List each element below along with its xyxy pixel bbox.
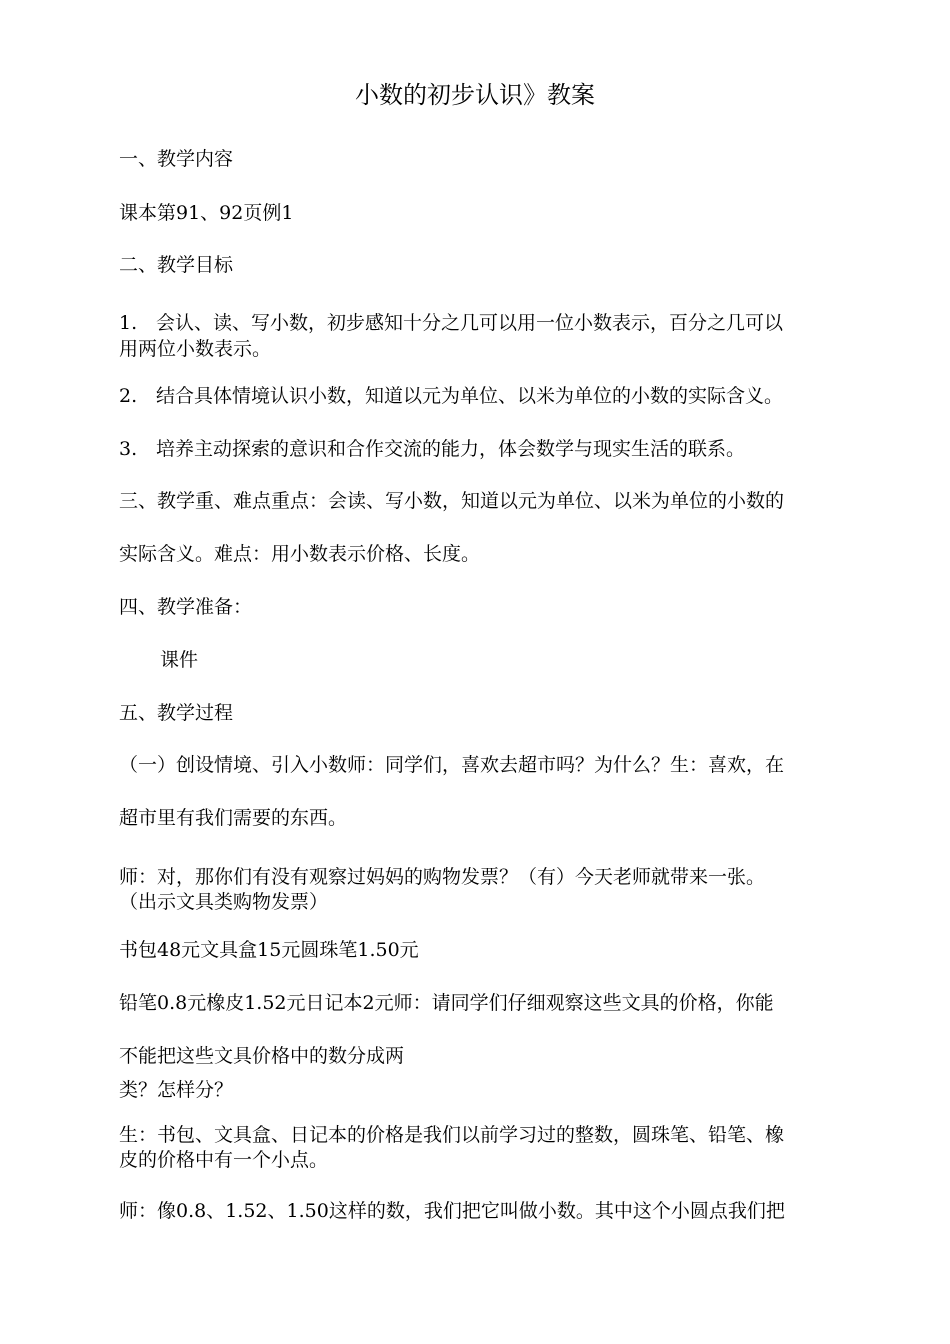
paragraph-prices-2-end: 类？怎样分？	[119, 1079, 234, 1101]
paragraph-receipt-continued: （出示文具类购物发票）	[119, 891, 329, 913]
goal-text: 结合具体情境认识小数，知道以元为单位、以米为单位的小数的实际含义。	[156, 385, 784, 407]
goal-item-2	[119, 383, 839, 409]
paragraph-student-answer-continued: 皮的价格中有一个小点。	[119, 1149, 329, 1171]
paragraph-student-answer: 生：书包、文具盒、日记本的价格是我们以前学习过的整数，圆珠笔、铅笔、橡	[119, 1124, 785, 1146]
paragraph-intro: （一）创设情境、引入小数师：同学们，喜欢去超市吗？为什么？生：喜欢，在	[119, 754, 785, 776]
section-key-points-continued: 实际含义。难点：用小数表示价格、长度。	[119, 543, 481, 565]
paragraph-intro-continued: 超市里有我们需要的东西。	[119, 807, 348, 829]
section-key-points: 三、教学重、难点重点：会读、写小数，知道以元为单位、以米为单位的小数的	[119, 490, 785, 512]
paragraph-receipt: 师：对，那你们有没有观察过妈妈的购物发票？（有）今天老师就带来一张。	[119, 866, 766, 888]
section-heading-process: 五、教学过程	[119, 702, 234, 724]
goal-text: 会认、读、写小数，初步感知十分之几可以用一位小数表示，百分之几可以	[156, 312, 784, 334]
goal-number: 1.	[119, 312, 138, 334]
section-content-text: 课本第91、92页例1	[119, 202, 294, 224]
goal-number: 3.	[119, 438, 138, 460]
section-heading-goals: 二、教学目标	[119, 254, 234, 276]
paragraph-prices-2-continued: 不能把这些文具价格中的数分成两	[119, 1045, 405, 1067]
section-heading-preparation: 四、教学准备：	[119, 596, 253, 618]
goal-item-3	[119, 436, 839, 462]
preparation-item: 课件	[160, 649, 199, 671]
goal-item-1-continued: 用两位小数表示。	[119, 338, 272, 360]
paragraph-prices-1: 书包48元文具盒15元圆珠笔1.50元	[119, 939, 419, 961]
goal-text: 培养主动探索的意识和合作交流的能力，体会数学与现实生活的联系。	[156, 438, 746, 460]
goal-number: 2.	[119, 385, 138, 407]
document-title: 小数的初步认识》教案	[355, 81, 595, 109]
section-heading-content: 一、教学内容	[119, 148, 234, 170]
paragraph-teacher-explanation: 师：像0.8、1.52、1.50这样的数，我们把它叫做小数。其中这个小圆点我们把	[119, 1200, 785, 1222]
goal-item-1	[119, 310, 839, 336]
paragraph-prices-2: 铅笔0.8元橡皮1.52元日记本2元师：请同学们仔细观察这些文具的价格，你能	[119, 992, 774, 1014]
